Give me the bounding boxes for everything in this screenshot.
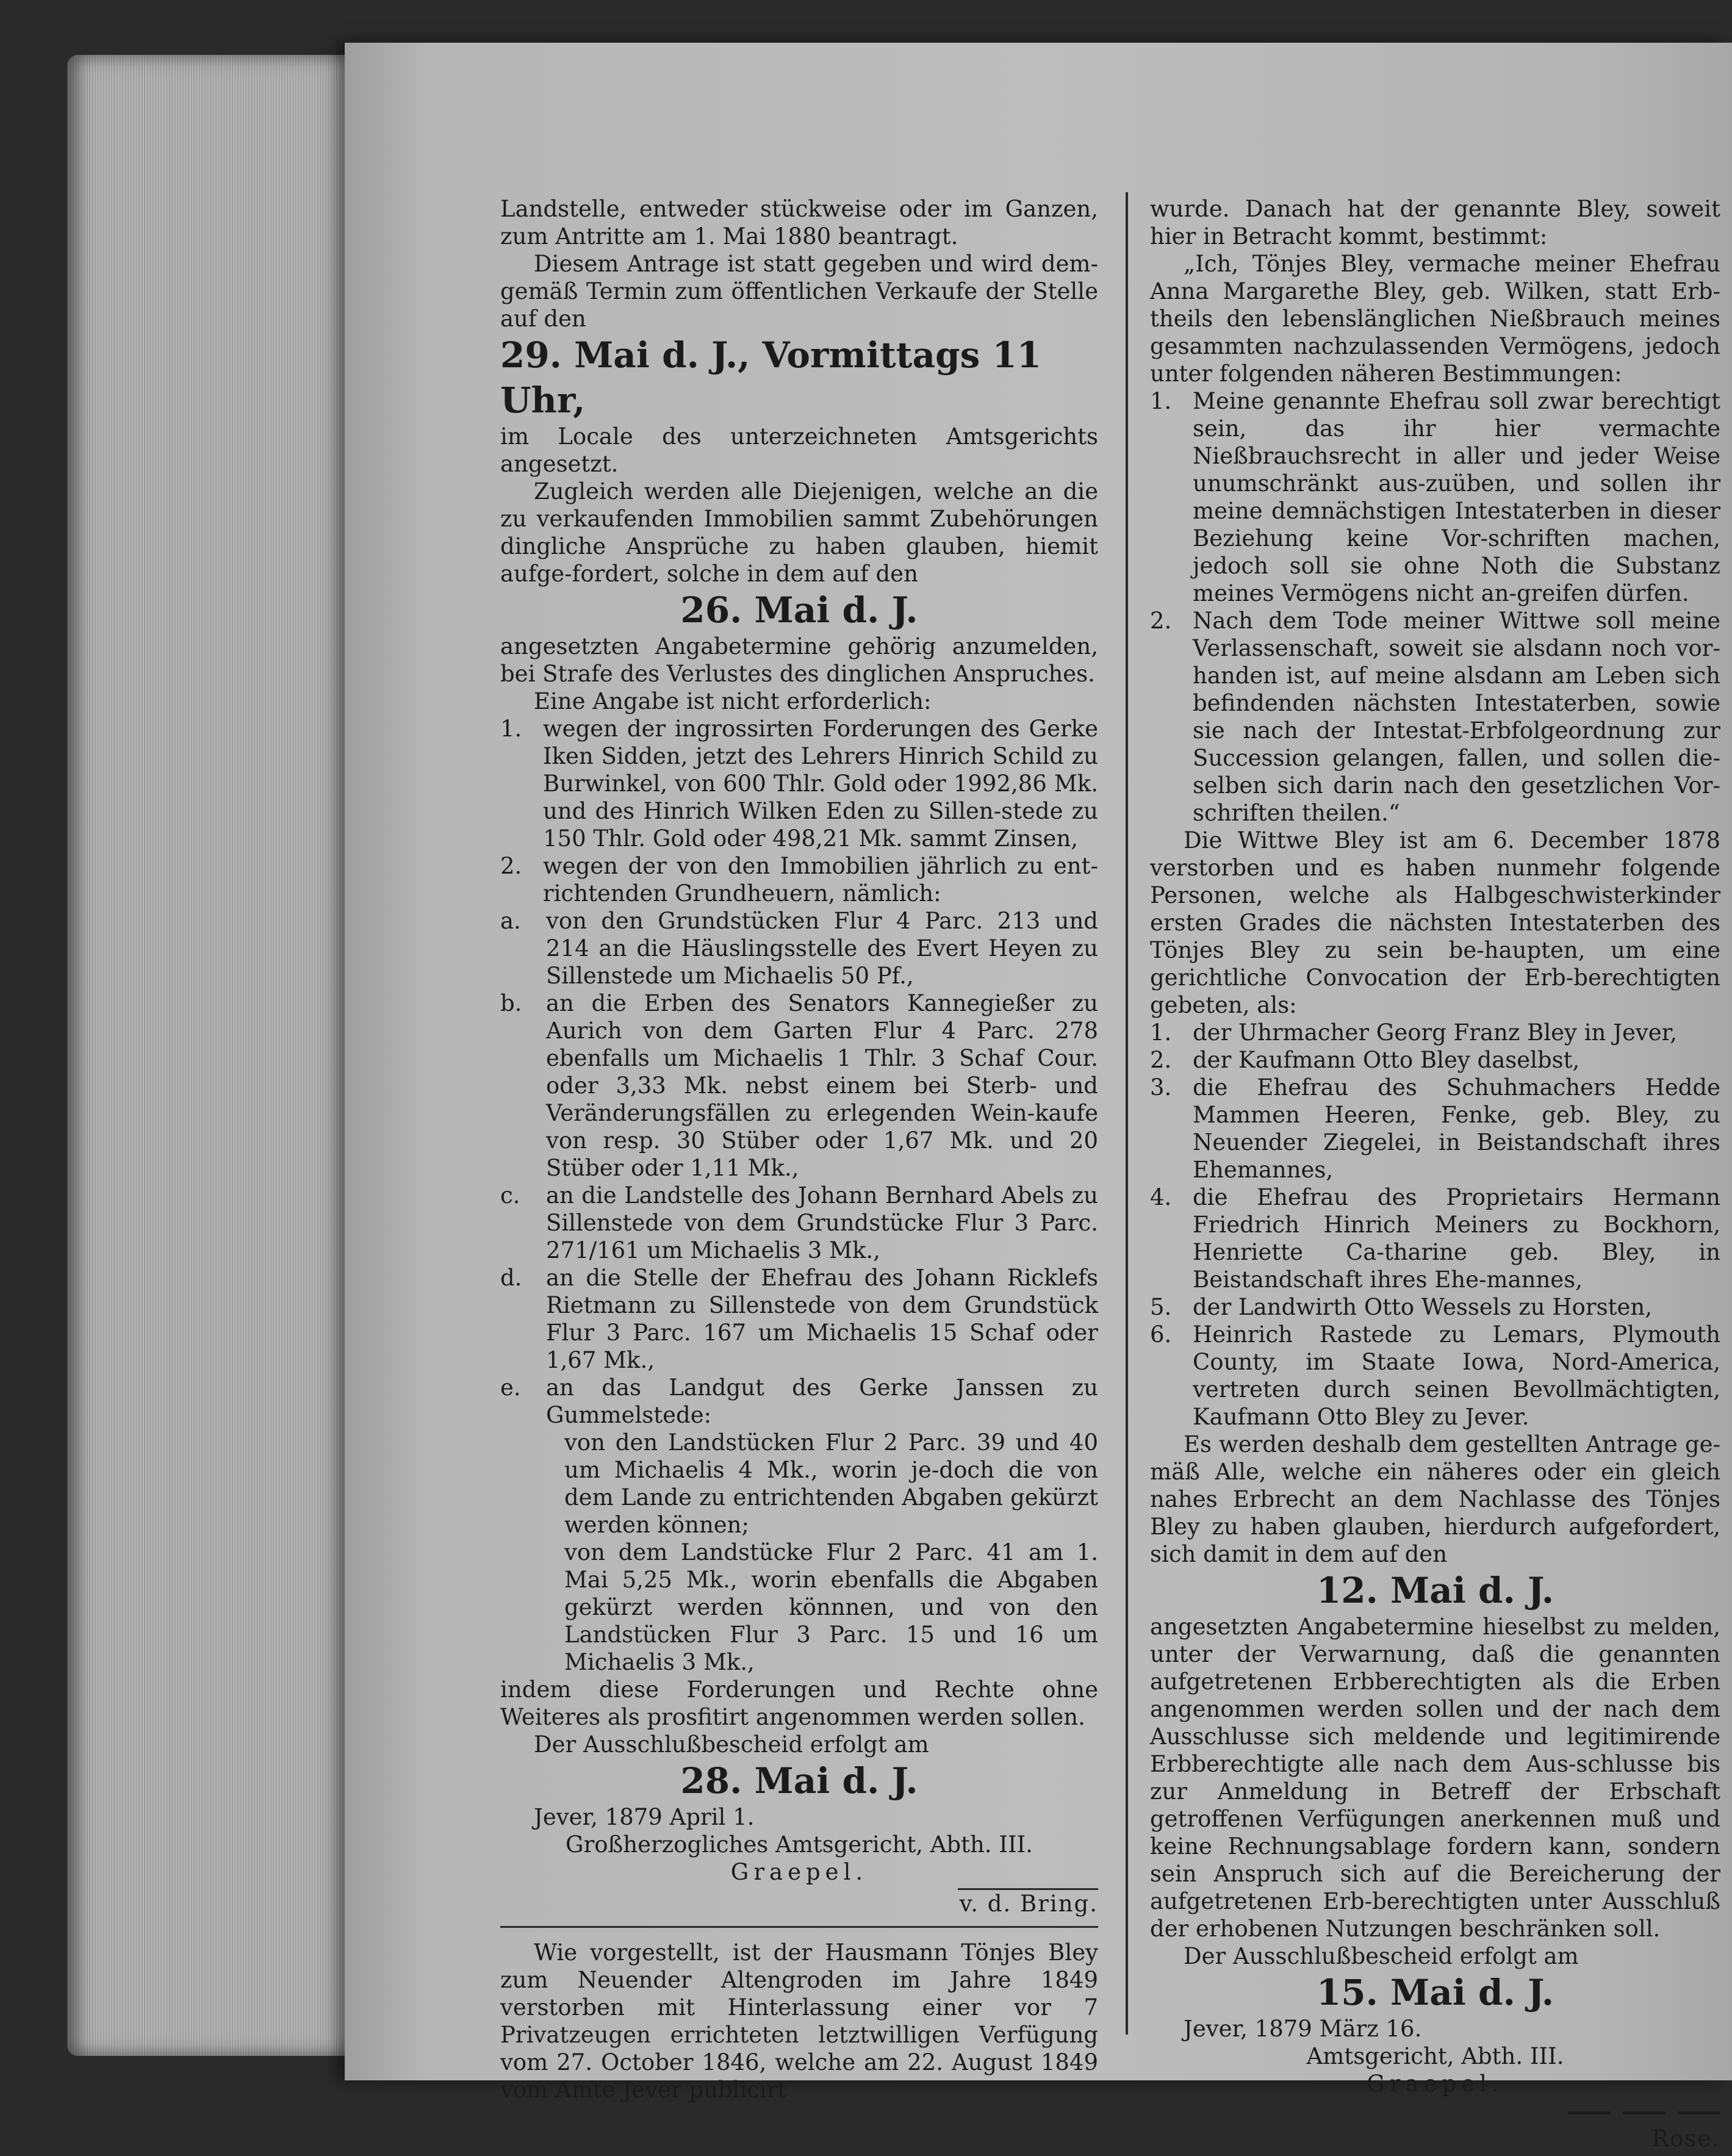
court-name: Amtsgericht, Abth. III. (1306, 2043, 1564, 2069)
list-item-number: 1. (1150, 388, 1172, 414)
sub-list-item-text: an die Landstelle des Johann Bernhard Abels zu Sillenstede von dem Grundstücke Flur 3 Parc. 271/161 um Michaelis 3 Mk., (546, 1182, 1098, 1263)
list-item (1150, 1074, 1720, 1184)
section-divider (500, 1926, 1098, 1928)
place-date-line: Jever, 1879 April 1. (534, 1804, 755, 1830)
judge-signature: Graepel. (1367, 2071, 1504, 2097)
paragraph-will-intro: „Ich, Tönjes Bley, vermache meiner Ehefrau Anna Margarethe Bley, geb. Wilken, statt Erb-theils den lebenslänglichen Nießbrauch meines gesammten nachzulassenden Vermögens, jedoch unter folgenden näheren Bestimmungen: (1150, 251, 1720, 387)
list-item (1150, 1019, 1720, 1046)
clerk-signature: v. d. Bring. (959, 1891, 1098, 1917)
date-heading-28-mai: 28. Mai d. J. (680, 1760, 918, 1802)
paragraph-wittwe: Die Wittwe Bley ist am 6. December 1878 verstorben und es haben nunmehr folgende Personen, welche als Halbgeschwisterkinder ersten Grades die nächsten Intestaterben des Tönjes Bley zu sein be-haupten, um eine gerichtliche Convocation der Erb-berechtigten gebeten, als: (1150, 827, 1720, 1018)
list-item-number: 2. (1150, 608, 1172, 634)
book-page-edges (67, 55, 354, 2056)
paragraph-zugleich: Zugleich werden alle Diejenigen, welche an die zu verkaufenden Immobilien sammt Zubehörungen dingliche Ansprüche zu haben glauben, hiemit aufge-fordert, solche in dem auf den (500, 478, 1098, 587)
list-item (1150, 1184, 1720, 1293)
list-item-text: der Kaufmann Otto Bley daselbst, (1193, 1047, 1580, 1073)
list-item-text: der Landwirth Otto Wessels zu Horsten, (1193, 1294, 1652, 1320)
list-item-number: 5. (1150, 1294, 1172, 1320)
list-item-number: 2. (500, 853, 522, 879)
sub-list-item-e-part-2: von dem Landstücke Flur 2 Parc. 41 am 1. Mai 5,25 Mk., worin ebenfalls die Abgaben gekürzt werden könnnen, und von den Landstücken Flur 3 Parc. 15 und 16 um Michaelis 3 Mk., (564, 1539, 1098, 1675)
list-item-number: 2. (1150, 1047, 1172, 1073)
sub-list-item (500, 990, 1098, 1182)
sub-list-item-text: an das Landgut des Gerke Janssen zu Gummelstede: (546, 1374, 1098, 1428)
court-name: Großherzogliches Amtsgericht, Abth. III. (566, 1831, 1033, 1858)
list-item (500, 852, 1098, 907)
sub-list-item-text: an die Stelle der Ehefrau des Johann Ricklefs Rietmann zu Sillenstede von dem Grundstück Flur 3 Parc. 167 um Michaelis 15 Schaf oder 1,67 Mk., (546, 1265, 1098, 1373)
paragraph-antrag-gemaess: Es werden deshalb dem gestellten Antrage ge-mäß Alle, welche ein näheres oder ein gleich nahes Erbrecht an dem Nachlasse des Tönjes Bley zu haben glauben, hierdurch aufgefordert, sich damit in dem auf den (1150, 1431, 1720, 1567)
column-divider (1126, 192, 1128, 2035)
paragraph-verwarnung: angesetzten Angabetermine hieselbst zu melden, unter der Verwarnung, daß die genannten aufgetretenen Erbberechtigten als die Erben angenommen werden sollen und der nach dem Ausschlusse sich meldende und legitimirende Erbberechtigte alle nach dem Aus-schlusse bis zur Anmeldung in Betreff der Erbschaft getroffenen Verfügungen anerkennen muß und keine Rechnungsablage fordern kann, sondern sein Anspruch sich auf die Bereicherung der aufgetretenen Erb-berechtigten unter Ausschluß der erhobenen Nutzungen beschränken soll. (1150, 1614, 1720, 1942)
list-item-text: Nach dem Tode meiner Wittwe soll meine Verlassenschaft, soweit sie alsdann noch vor-handen ist, auf meine alsdann am Leben sich befindenden nächsten Intestaterben, sowie sie nach der Intestat-Erbfolgeordnung zur Succession gelangen, fallen, und sollen die-selben sich darin nach den gesetzlichen Vor-schriften theilen.“ (1193, 608, 1720, 826)
paragraph-locale: im Locale des unterzeichneten Amtsgerichts angesetzt. (500, 423, 1098, 477)
list-item-text: wegen der ingrossirten Forderungen des Gerke Iken Sidden, jetzt des Lehrers Hinrich Schild zu Burwinkel, von 600 Thlr. Gold oder 1992,86 Mk. und des Hinrich Wilken Eden zu Sillen-stede zu 150 Thlr. Gold oder 498,21 Mk. sammt Zinsen, (543, 716, 1098, 852)
list-item (1150, 1046, 1720, 1074)
place-date-line: Jever, 1879 März 16. (1184, 2016, 1422, 2042)
list-item-text: wegen der von den Immobilien jährlich zu ent-richtenden Grundheuern, nämlich: (543, 853, 1098, 907)
date-heading-26-mai: 26. Mai d. J. (680, 589, 918, 631)
paragraph-ausschluss: Der Ausschlußbescheid erfolgt am (534, 1731, 929, 1758)
sub-list-item-letter: c. (500, 1182, 520, 1209)
list-item-text: die Ehefrau des Proprietairs Hermann Friedrich Hinrich Meiners zu Bockhorn, Henriette Ca-tharine geb. Bley, in Beistandschaft ihres Ehe-mannes, (1193, 1184, 1720, 1293)
paragraph-angabetermine: angesetzten Angabetermine gehörig anzumelden, bei Strafe des Verlustes des dinglichen Anspruches. (500, 633, 1098, 687)
date-heading-15-mai: 15. Mai d. J. (1316, 1972, 1554, 2013)
list-item-text: die Ehefrau des Schuhmachers Hedde Mammen Heeren, Fenke, geb. Bley, zu Neuender Ziegelei, in Beistandschaft ihres Ehemannes, (1193, 1074, 1720, 1183)
sub-list-item-letter: a. (500, 908, 521, 934)
paragraph-wurde: wurde. Danach hat der genannte Bley, soweit hier in Betracht kommt, bestimmt: (1150, 196, 1720, 250)
list-item-number: 1. (1150, 1019, 1172, 1046)
list-item-number: 4. (1150, 1184, 1172, 1210)
paragraph-eine-angabe: Eine Angabe ist nicht erforderlich: (534, 688, 932, 714)
list-item-number: 1. (500, 716, 522, 742)
date-heading-12-mai: 12. Mai d. J. (1316, 1570, 1554, 1611)
paragraph-ausschluss: Der Ausschlußbescheid erfolgt am (1184, 1943, 1579, 1969)
list-item (1150, 607, 1720, 827)
sub-list-item-letter: b. (500, 990, 522, 1016)
paragraph-notice-bley: Wie vorgestellt, ist der Hausmann Tönjes Bley zum Neuender Altengroden im Jahre 1849 verstorben mit Hinterlassung einer vor 7 Privatzeugen errichteten letztwilligen Verfügung vom 27. October 1846, welche am 22. August 1849 vom Amte Jever publicirt (500, 1939, 1098, 2103)
paragraph-antrag: Diesem Antrage ist statt gegeben und wird dem-gemäß Termin zum öffentlichen Verkaufe der Stelle auf den (500, 251, 1098, 332)
list-item (500, 715, 1098, 852)
list-item (1150, 1293, 1720, 1321)
left-column (500, 195, 1098, 2104)
paragraph-forderungen: indem diese Forderungen und Rechte ohne Weiteres als prosfitirt angenommen werden sollen. (500, 1676, 1098, 1730)
sub-list-item (500, 1182, 1098, 1264)
clerk-signature: Rose. (1651, 2125, 1720, 2152)
paragraph-landstelle: Landstelle, entweder stückweise oder im Ganzen, zum Antritte am 1. Mai 1880 beantragt. (500, 196, 1098, 250)
sub-list-item (500, 1264, 1098, 1374)
sub-list-item-letter: e. (500, 1374, 521, 1401)
list-item-number: 3. (1150, 1074, 1172, 1101)
list-item-text: der Uhrmacher Georg Franz Bley in Jever, (1193, 1019, 1678, 1046)
sub-list-item (500, 907, 1098, 990)
sub-list-item-text: an die Erben des Senators Kannegießer zu Aurich von dem Garten Flur 4 Parc. 278 ebenfalls um Michaelis 1 Thlr. 3 Schaf Cour. oder 3,33 Mk. nebst einem bei Sterb- und Veränderungsfällen zu erlegenden Wein-kaufe von resp. 30 Stüber oder 1,67 Mk. und 20 Stüber oder 1,11 Mk., (546, 990, 1098, 1181)
list-item (1150, 387, 1720, 607)
list-item (1150, 1321, 1720, 1431)
list-item-text: Heinrich Rastede zu Lemars, Plymouth County, im Staate Iowa, Nord-America, vertreten durch seinen Bevollmächtigten, Kaufmann Otto Bley zu Jever. (1193, 1321, 1720, 1430)
sub-list-item-text: von den Grundstücken Flur 4 Parc. 213 und 214 an die Häuslingsstelle des Evert Heyen zu Sillenstede um Michaelis 50 Pf., (546, 908, 1098, 989)
right-column (1150, 195, 1720, 2152)
list-item-number: 6. (1150, 1321, 1172, 1348)
date-heading-29-mai: 29. Mai d. J., Vormittags 11 Uhr, (500, 334, 1042, 421)
sub-list-item-letter: d. (500, 1265, 522, 1291)
judge-signature: Graepel. (730, 1859, 868, 1885)
sub-list-item (500, 1374, 1098, 1429)
signature-dashes (1150, 2097, 1720, 2125)
list-item-text: Meine genannte Ehefrau soll zwar berechtigt sein, das ihr hier vermachte Nießbrauchsrecht in aller und jeder Weise unumschränkt aus-zuüben, und sollen ihr meine demnächstigen Intestaterben in dieser Beziehung keine Vor-schriften machen, jedoch soll sie ohne Noth die Substanz meines Vermögens nicht an-greifen dürfen. (1193, 388, 1720, 606)
sub-list-item-e-part-1: von den Landstücken Flur 2 Parc. 39 und 40 um Michaelis 4 Mk., worin je-doch die von dem Lande zu entrichtenden Abgaben gekürzt werden können; (564, 1429, 1098, 1538)
